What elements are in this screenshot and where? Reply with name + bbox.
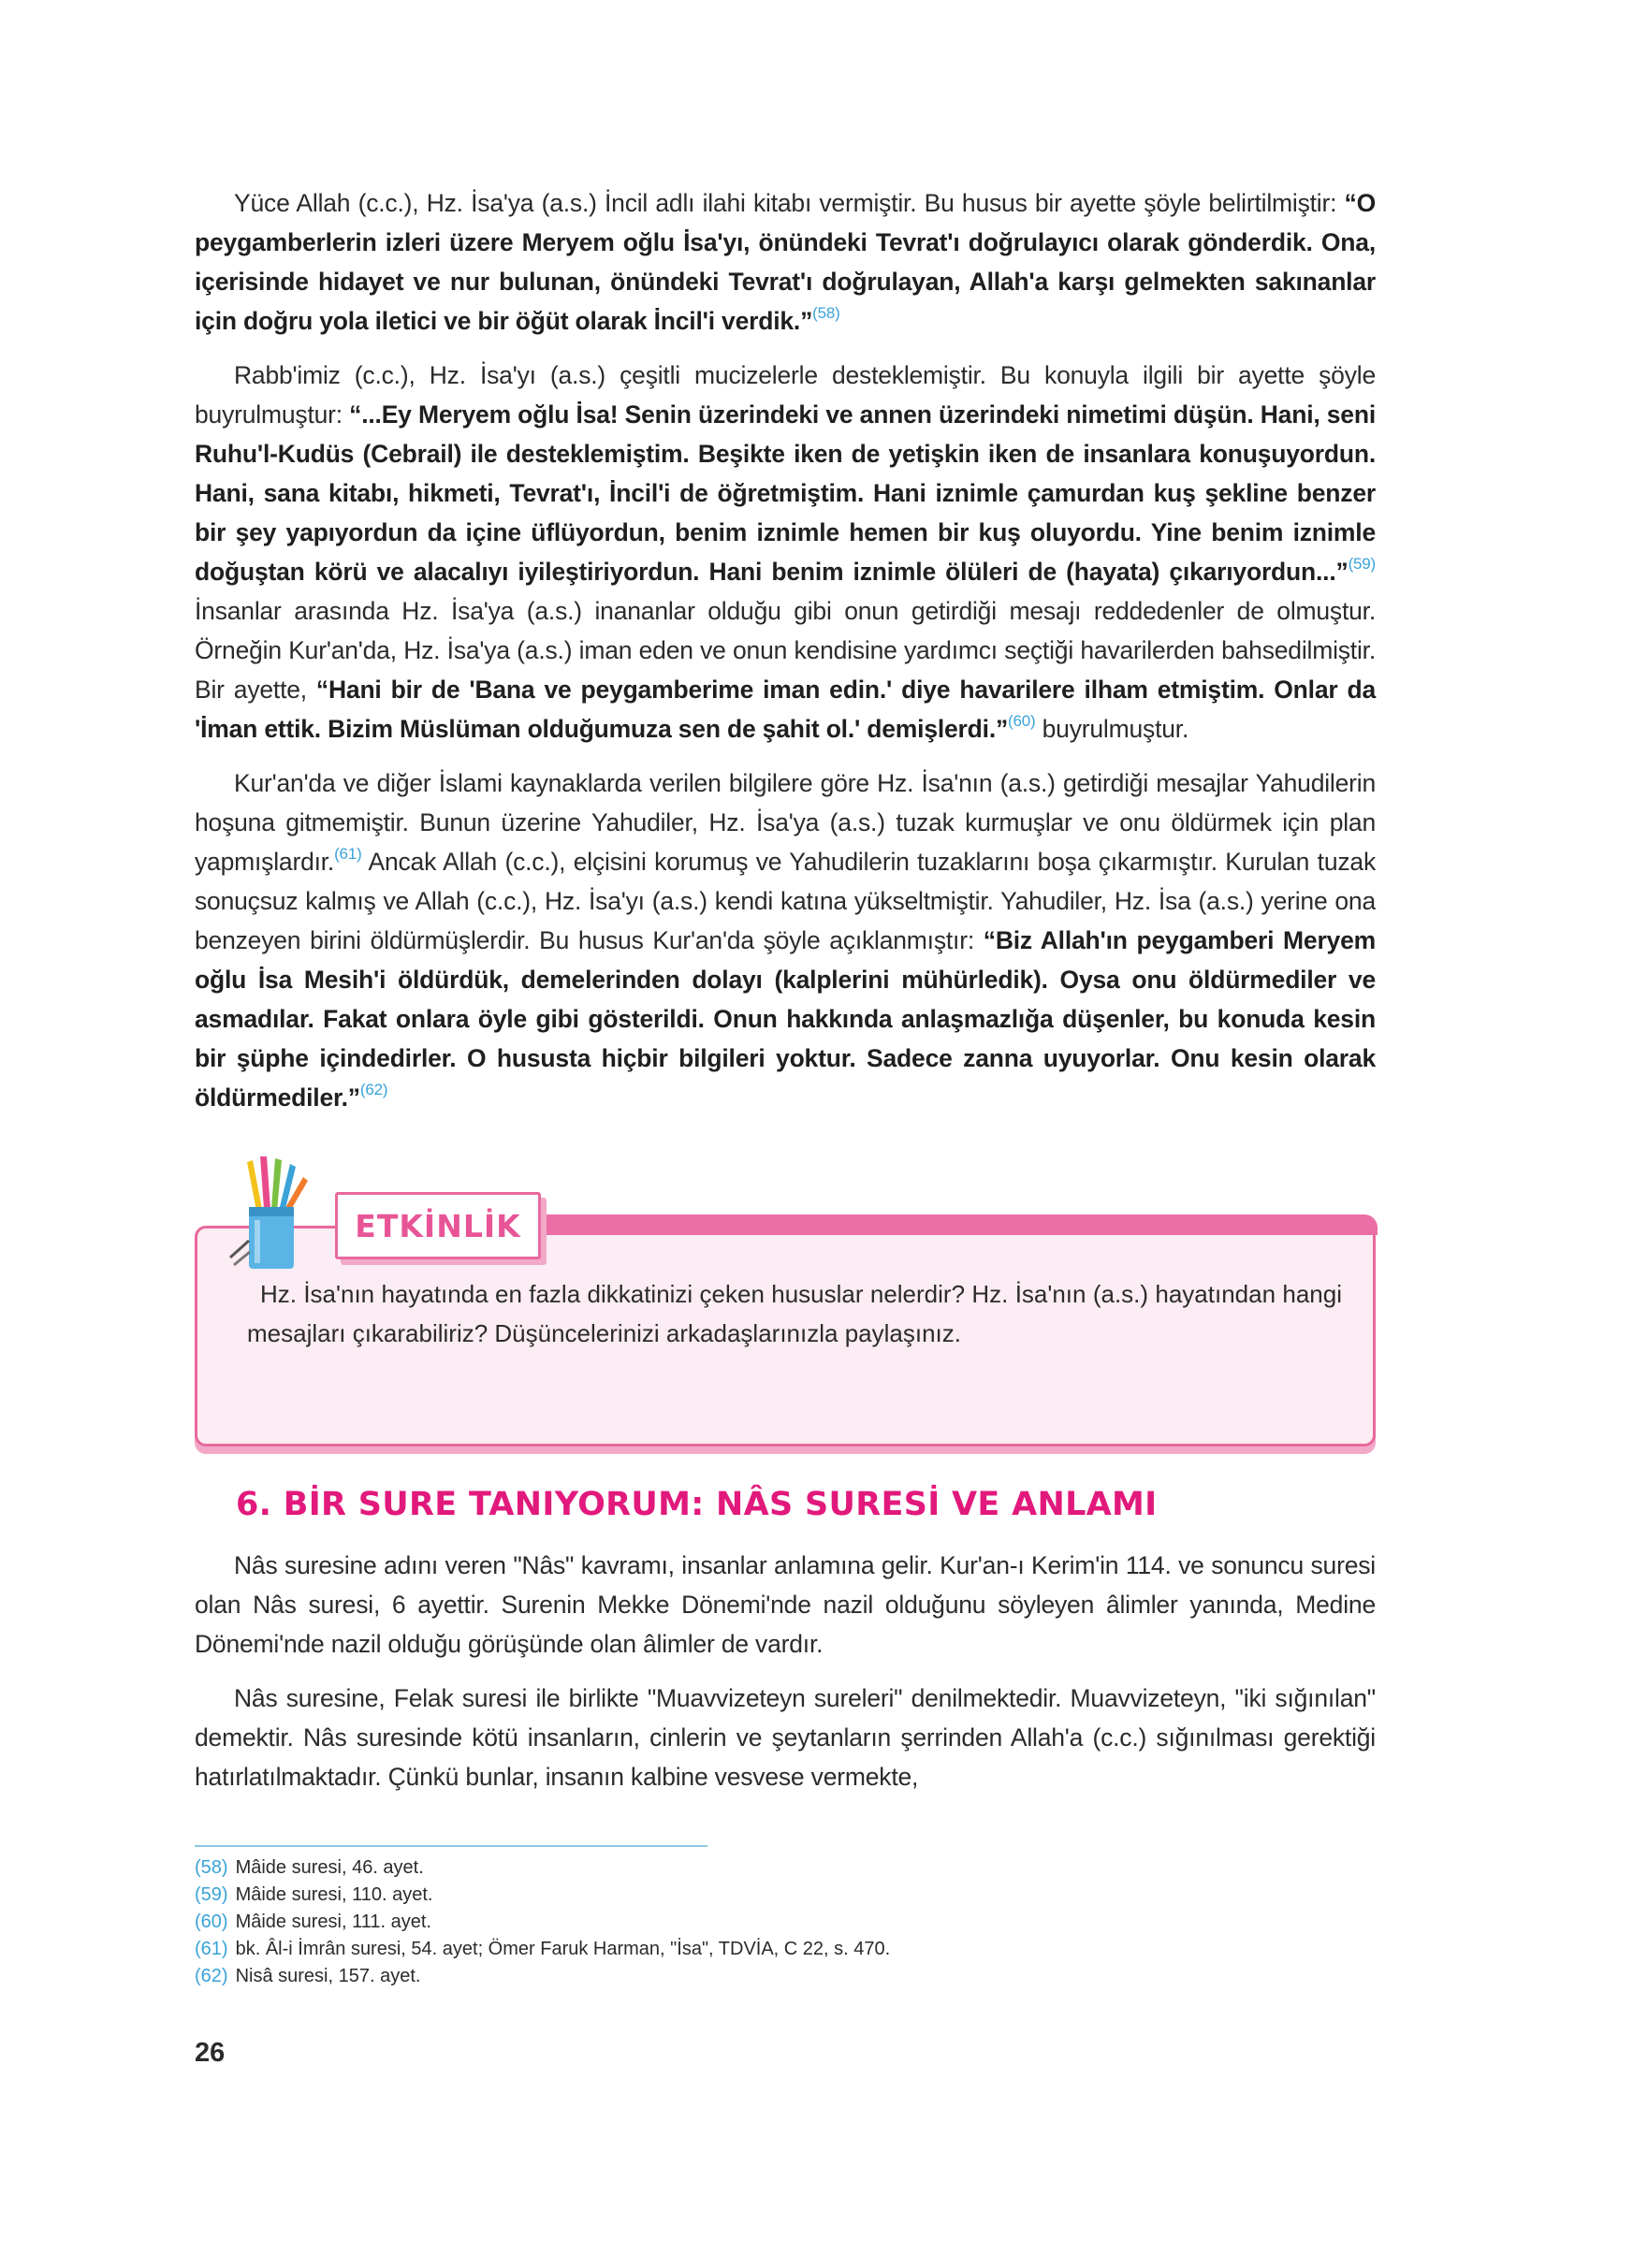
footnote-text: Mâide suresi, 110. ayet. — [235, 1884, 433, 1905]
ayet-quote: “Biz Allah'ın peygamberi Meryem oğlu İsa Mesih'i öldürdük, demelerinden dolayı (kalplerini mühürledik). Oysa onu öldürmediler ve asmadılar. Fakat onlara öyle gibi gösterildi. Onun hakkında anlaşmazlığa düşenler, bu konuda kesin bir şüphe içindedirler. O hususta hiçbir bilgileri yoktur. Sadece zanna uyuyorlar. Onu kesin olarak öldürmediler.” — [195, 926, 1376, 1112]
paragraph-text: Kur'an'da ve diğer İslami kaynaklarda verilen bilgilere göre Hz. İsa'nın (a.s.) getirdiği mesajlar Yahudilerin hoşuna gitmemiştir. Bunun üzerine Yahudiler, Hz. İsa'ya (a.s.) tuzak kurmuşlar ve onu öldürmek için plan yapmışlardır. — [195, 769, 1376, 876]
footnote-ref[interactable]: (62) — [359, 1081, 388, 1098]
page-number: 26 — [195, 2038, 226, 2068]
footnote-ref[interactable]: (58) — [812, 304, 840, 322]
footnote-number: (61) — [195, 1939, 228, 1959]
footnote — [195, 1882, 1318, 1909]
footnote-divider — [195, 1845, 707, 1847]
ayet-quote: “O peygamberlerin izleri üzere Meryem oğlu İsa'yı, önündeki Tevrat'ı doğrulayıcı olarak gönderdik. Ona, içerisinde hidayet ve nur bulunan, önündeki Tevrat'ı doğrulayan, Allah'a karşı gelmekten sakınanlar için doğru yola iletici ve bir öğüt olarak İncil'i verdik.” — [195, 189, 1376, 335]
etkinlik-box — [195, 1155, 1376, 1460]
footnotes — [195, 1854, 1318, 1990]
footnote — [195, 1854, 1318, 1882]
footnote — [195, 1909, 1318, 1936]
paragraph-text: Yüce Allah (c.c.), Hz. İsa'ya (a.s.) İncil adlı ilahi kitabı vermiştir. Bu husus bir ayette şöyle belirtilmiştir: — [234, 189, 1345, 217]
paragraph-text: Rabb'imiz (c.c.), Hz. İsa'yı (a.s.) çeşitli mucizelerle desteklemiştir. Bu konuyla ilgili bir ayette şöyle buyrulmuştur: — [195, 361, 1376, 429]
etkinlik-label-tab — [335, 1192, 541, 1259]
paragraph-text: buyrulmuştur. — [1035, 715, 1189, 743]
etkinlik-header-band — [532, 1214, 1378, 1235]
etkinlik-text: Hz. İsa'nın hayatında en fazla dikkatinizi çeken hususlar nelerdir? Hz. İsa'nın (a.s.) hayatından hangi mesajları çıkarabiliriz? Düşüncelerinizi arkadaşlarınızla paylaşınız. — [247, 1280, 1342, 1347]
footnote — [195, 1936, 1318, 1963]
paragraph-3 — [195, 763, 1376, 1117]
footnote-ref[interactable]: (60) — [1008, 712, 1036, 730]
section-title: 6. BİR SURE TANIYORUM: NÂS SURESİ VE ANLAMI — [236, 1486, 1158, 1523]
footnote-number: (58) — [195, 1857, 228, 1878]
paragraph-2 — [195, 356, 1376, 749]
footnote-number: (62) — [195, 1966, 228, 1986]
etkinlik-label: ETKİNLİK — [355, 1207, 521, 1244]
footnote-text: Mâide suresi, 46. ayet. — [235, 1857, 424, 1878]
footnote-number: (59) — [195, 1884, 228, 1905]
footnote-text: Nisâ suresi, 157. ayet. — [235, 1966, 421, 1986]
section-paragraph-2: Nâs suresine, Felak suresi ile birlikte "Muavvizeteyn sureleri" denilmektedir. Muavvizeteyn, "iki sığınılan" demektir. Nâs suresinde kötü insanların, cinlerin ve şeytanların şerrinden Allah'a (c.c.) sığınılması gerektiği hatırlatılmaktadır. Çünkü bunlar, insanın kalbine vesvese vermekte, — [195, 1684, 1376, 1791]
paragraph-text: Ancak Allah (c.c.), elçisini korumuş ve Yahudilerin tuzaklarını boşa çıkarmıştır. Kurulan tuzak sonuçsuz kalmış ve Allah (c.c.), Hz. İsa'yı (a.s.) kendi katına yükseltmiştir. Yahudiler, Hz. İsa (a.s.) yerine ona benzeyen birini öldürmüşlerdir. Bu husus Kur'an'da şöyle açıklanmıştır: — [195, 848, 1376, 954]
page-content — [195, 183, 1376, 1811]
footnote-text: Mâide suresi, 111. ayet. — [235, 1912, 431, 1932]
pencil-cup-icon — [225, 1155, 318, 1276]
ayet-quote: “...Ey Meryem oğlu İsa! Senin üzerindeki ve annen üzerindeki nimetimi düşün. Hani, seni Ruhu'l-Kudüs (Cebrail) ile desteklemiştim. Beşikte iken de yetişkin iken de insanlara konuşuyordun. Hani, sana kitabı, hikmeti, Tevrat'ı, İncil'i de öğretmiştim. Hani iznimle çamurdan kuş şekline benzer bir şey yapıyordun da içine üflüyordun, benim iznimle hemen bir kuş oluyordu. Yine benim iznimle doğuştan körü ve alacalıyı iyileştiriyordun. Hani benim iznimle ölüleri de (hayata) çıkarıyordun...” — [195, 400, 1376, 586]
paragraph-1 — [195, 183, 1376, 341]
footnote-ref[interactable]: (61) — [334, 845, 362, 863]
footnote-number: (60) — [195, 1912, 228, 1932]
ayet-quote: “Hani bir de 'Bana ve peygamberime iman edin.' diye havarilere ilham etmiştim. Onlar da 'İman ettik. Bizim Müslüman olduğumuza sen de şahit ol.' demişlerdi.” — [195, 676, 1377, 743]
section-paragraph-1: Nâs suresine adını veren "Nâs" kavramı, insanlar anlamına gelir. Kur'an-ı Kerim'in 114. ve sonuncu suresi olan Nâs suresi, 6 ayettir. Surenin Mekke Dönemi'nde nazil olduğunu söyleyen âlimler yanında, Medine Dönemi'nde nazil olduğu görüşünde olan âlimler de vardır. — [195, 1551, 1376, 1658]
paragraph-text: İnsanlar arasında Hz. İsa'ya (a.s.) inananlar olduğu gibi onun getirdiği mesajı reddedenler de olmuştur. Örneğin Kur'an'da, Hz. İsa'ya (a.s.) iman eden ve onun kendisine yardımcı seçtiği havarilerden bahsedilmiştir. Bir ayette, — [195, 597, 1376, 704]
footnote-ref[interactable]: (59) — [1348, 555, 1376, 573]
footnote-text: bk. Âl-i İmrân suresi, 54. ayet; Ömer Faruk Harman, "İsa", TDVİA, C 22, s. 470. — [235, 1939, 891, 1959]
footnote — [195, 1963, 1318, 1990]
